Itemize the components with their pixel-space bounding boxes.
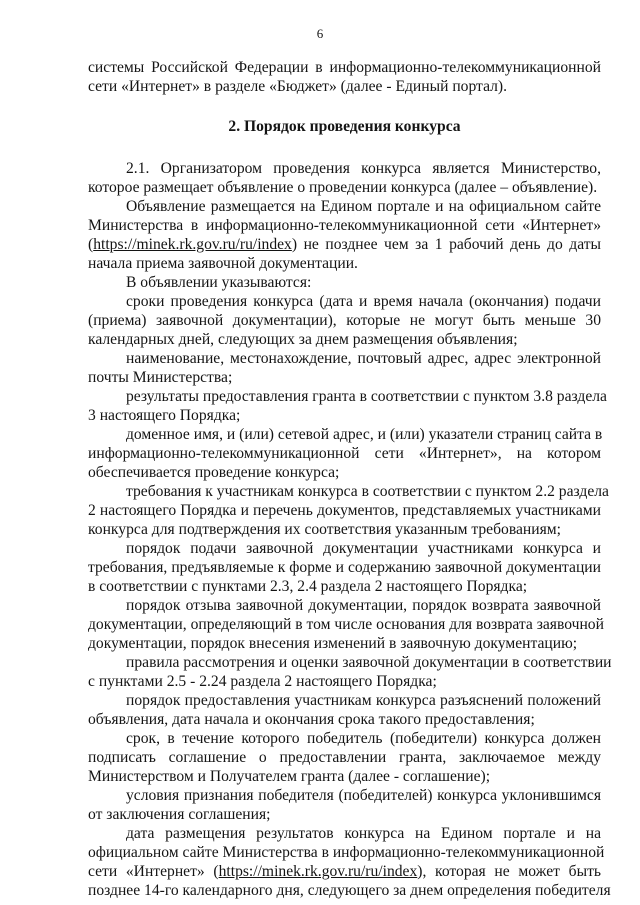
text-line: которое размещает объявление о проведении конкурса (далее – объявление). <box>88 179 598 196</box>
text-line: 3 настоящего Порядка; <box>88 407 241 424</box>
text-line: сроки проведения конкурса (дата и время начала (окончания) подачи <box>126 293 601 310</box>
text-line: почты Министерства; <box>88 369 233 386</box>
text-line: условия признания победителя (победителей) конкурса уклонившимся <box>126 787 601 804</box>
text-line: требования к участникам конкурса в соответствии с пунктом 2.2 раздела <box>126 483 609 500</box>
text-line: (приема) заявочной документации), которые не могут быть меньше 30 <box>88 312 601 329</box>
text-line: Министерства в информационно-телекоммуникационной сети «Интернет» <box>88 217 601 234</box>
text-line: доменное имя, и (или) сетевой адрес, и (или) указатели страниц сайта в <box>126 426 603 443</box>
text-line: срок, в течение которого победитель (победители) конкурса должен <box>126 730 601 747</box>
text-line: сети «Интернет» в разделе «Бюджет» (далее - Единый портал). <box>88 78 507 95</box>
text-line: документации, порядок внесения изменений в заявочную документацию; <box>88 635 578 652</box>
text-line: требования, предъявляемые к форме и содержанию заявочной документации <box>88 559 601 576</box>
text-line: порядок отзыва заявочной документации, порядок возврата заявочной <box>126 597 601 614</box>
text-line: (https://minek.rk.gov.ru/ru/index) не позднее чем за 1 рабочий день до даты <box>88 236 601 253</box>
section-heading: 2. Порядок проведения конкурса <box>228 118 461 135</box>
text-line: Объявление размещается на Едином портале и на официальном сайте <box>126 198 601 215</box>
page-number: 6 <box>316 26 324 41</box>
document-body <box>88 58 612 900</box>
text-line: от заключения соглашения; <box>88 806 271 823</box>
text-line: с пунктами 2.5 - 2.24 раздела 2 настоящего Порядка; <box>88 673 437 690</box>
text-line: обеспечивается проведение конкурса; <box>88 464 340 481</box>
text-line: объявления, дата начала и окончания срока такого предоставления; <box>88 711 535 728</box>
text-line: результаты предоставления гранта в соответствии с пунктом 3.8 раздела <box>126 388 607 405</box>
text-line: дата размещения результатов конкурса на Едином портале и на <box>126 825 601 842</box>
site-link[interactable]: https://minek.rk.gov.ru/ru/index <box>93 236 292 253</box>
text-line: Министерством и Получателем гранта (далее - соглашение); <box>88 768 491 785</box>
text-line: конкурса для подтверждения их соответствия указанным требованиям; <box>88 521 561 538</box>
text-line: информационно-телекоммуникационной сети «Интернет», на котором <box>88 445 601 462</box>
text-line: порядок подачи заявочной документации участниками конкурса и <box>126 540 601 557</box>
text-line: подписать соглашение о предоставлении гранта, заключаемое между <box>88 749 601 766</box>
text-line: сети «Интернет» (https://minek.rk.gov.ru/ru/index), которая не может быть <box>88 863 602 880</box>
text-line: порядок предоставления участникам конкурса разъяснений положений <box>126 692 601 709</box>
section-body <box>88 159 612 900</box>
text-line: наименование, местонахождение, почтовый адрес, адрес электронной <box>126 350 601 367</box>
text-line: 2.1. Организатором проведения конкурса является Министерство, <box>126 160 601 177</box>
text-line: в соответствии с пунктами 2.3, 2.4 раздела 2 настоящего Порядка; <box>88 578 528 595</box>
text-line: правила рассмотрения и оценки заявочной документации в соответствии <box>126 654 612 671</box>
text-line: календарных дней, следующих за днем размещения объявления; <box>88 331 518 348</box>
site-link[interactable]: https://minek.rk.gov.ru/ru/index <box>218 863 418 880</box>
text-line: системы Российской Федерации в информационно-телекоммуникационной <box>88 59 601 76</box>
text-line: начала приема заявочной документации. <box>88 255 358 272</box>
text-line: официальном сайте Министерства в информационно-телекоммуникационной <box>88 844 605 861</box>
text-line: документации, определяющий в том числе основания для возврата заявочной <box>88 616 604 633</box>
text-line: В объявлении указываются: <box>126 274 312 291</box>
text-line: позднее 14-го календарного дня, следующего за днем определения победителя <box>88 882 611 899</box>
intro-paragraph <box>88 58 601 96</box>
text-line: 2 настоящего Порядка и перечень документов, представляемых участниками <box>88 502 601 519</box>
